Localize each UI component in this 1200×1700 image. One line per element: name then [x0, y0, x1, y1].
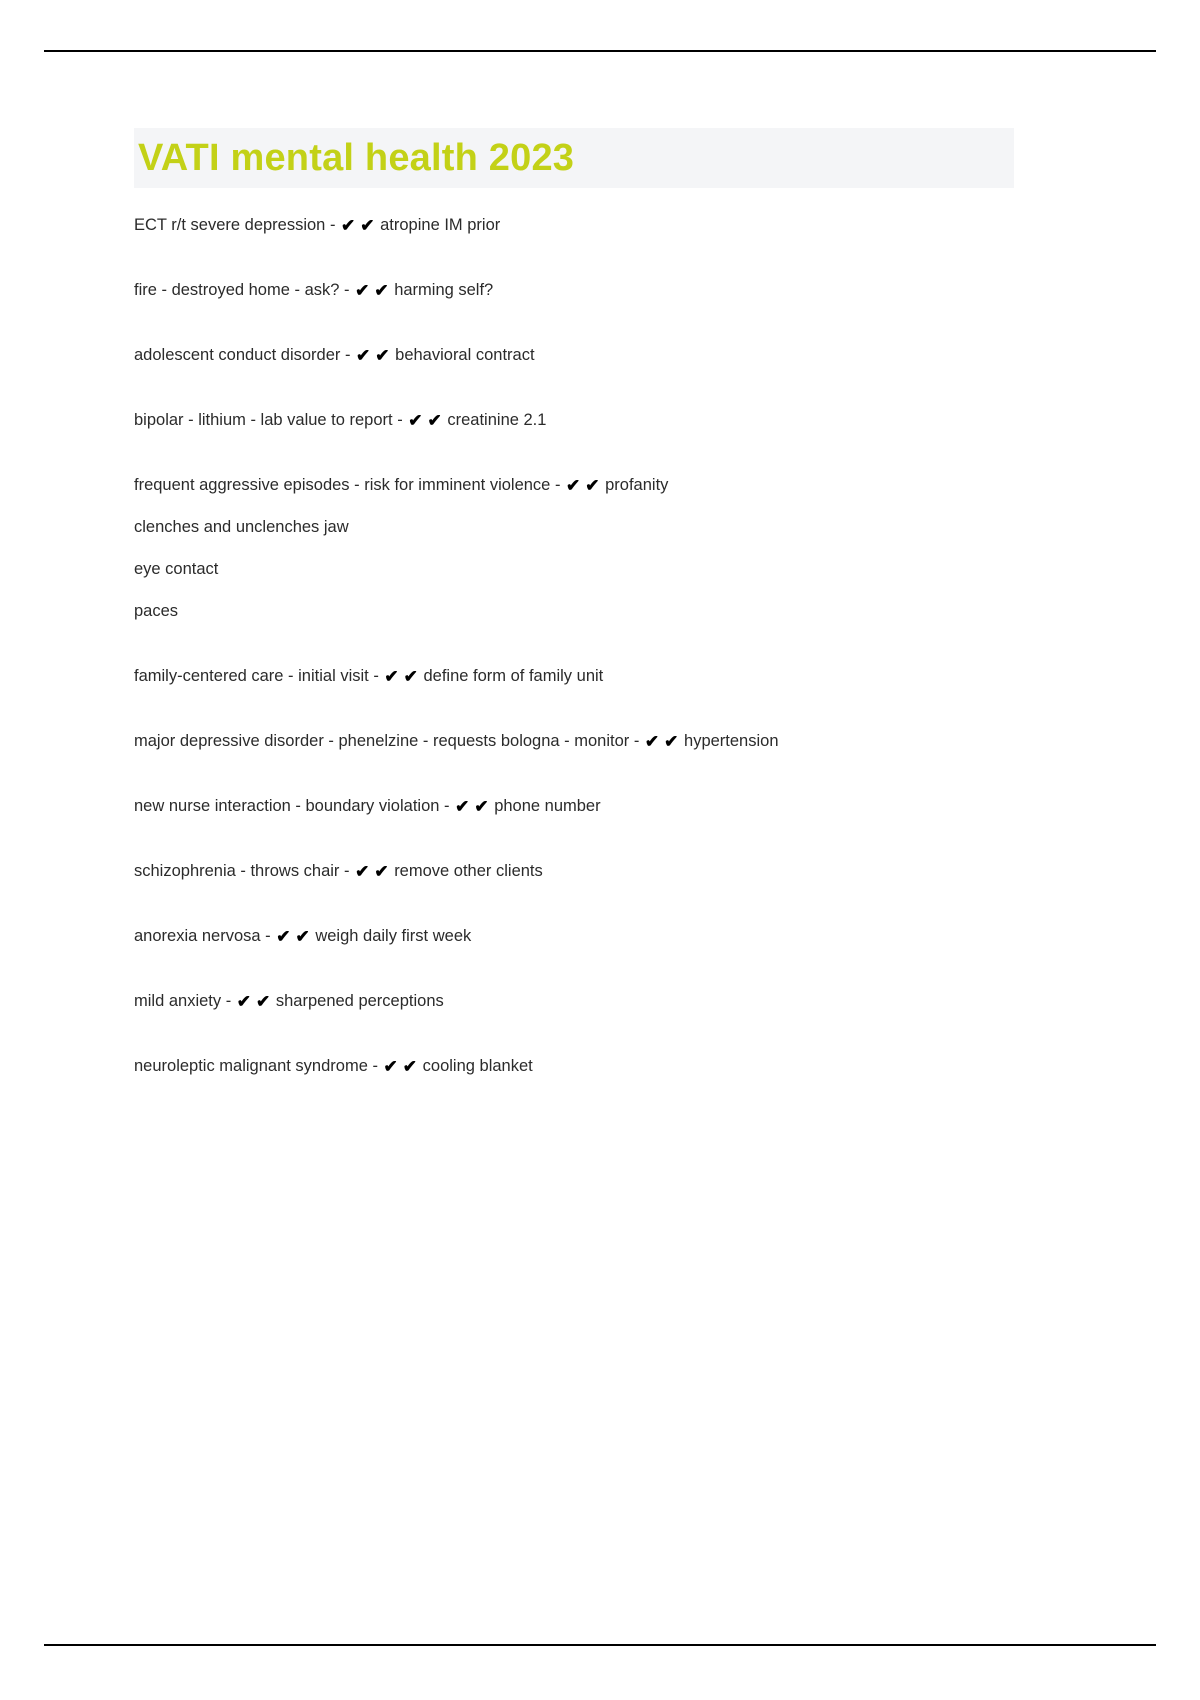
entry-question: neuroleptic malignant syndrome -: [134, 1057, 383, 1075]
entry-question: bipolar - lithium - lab value to report -: [134, 411, 408, 429]
check-icon: ✔: [375, 346, 390, 365]
list-item: [134, 925, 1064, 947]
document-content: [134, 128, 1064, 1077]
entry-answer: harming self?: [394, 281, 494, 299]
check-icon: ✔: [356, 346, 371, 365]
list-item: [134, 409, 1064, 431]
check-icon: ✔: [402, 1057, 418, 1076]
entry-extra-line: eye contact: [134, 560, 219, 578]
check-icon: ✔: [384, 667, 399, 686]
entry-answer: hypertension: [684, 732, 779, 750]
entry-question: schizophrenia - throws chair -: [134, 862, 355, 880]
entry-question: major depressive disorder - phenelzine - requests bologna - monitor -: [134, 732, 644, 750]
check-icon: ✔: [295, 927, 310, 946]
entry-question: family-centered care - initial visit -: [134, 667, 384, 685]
entry-answer: define form of family unit: [423, 667, 604, 685]
entry-answer: profanity: [605, 476, 669, 494]
check-icon: ✔: [585, 476, 600, 495]
check-icon: ✔: [374, 281, 389, 300]
check-icon: ✔: [355, 862, 370, 881]
entry-extra-line: clenches and unclenches jaw: [134, 518, 349, 536]
entry-answer: atropine IM prior: [380, 216, 501, 234]
entry-answer: remove other clients: [394, 862, 543, 880]
check-icon: ✔: [664, 732, 679, 751]
check-icon: ✔: [403, 667, 418, 686]
entry-answer: behavioral contract: [395, 346, 535, 364]
check-icon: ✔: [256, 992, 271, 1011]
entry-extra-line: paces: [134, 602, 179, 620]
header-divider: [44, 50, 1156, 52]
check-icon: ✔: [341, 216, 356, 235]
check-icon: ✔: [276, 927, 291, 946]
entry-question: ECT r/t severe depression -: [134, 216, 341, 234]
check-icon: ✔: [374, 862, 389, 881]
entry-question: frequent aggressive episodes - risk for imminent violence -: [134, 476, 566, 494]
entry-question: adolescent conduct disorder -: [134, 346, 356, 364]
list-item: [134, 474, 1064, 622]
entry-question: fire - destroyed home - ask? -: [134, 281, 355, 299]
check-icon: ✔: [355, 281, 370, 300]
list-item: [134, 730, 1064, 752]
list-item: [134, 795, 1064, 817]
check-icon: ✔: [474, 797, 489, 816]
list-item: [134, 990, 1064, 1012]
entry-answer: weigh daily first week: [315, 927, 472, 945]
check-icon: ✔: [566, 476, 581, 495]
list-item: [134, 860, 1064, 882]
check-icon: ✔: [360, 216, 375, 235]
list-item: [134, 1055, 1064, 1077]
entry-question: anorexia nervosa -: [134, 927, 276, 945]
page-title: VATI mental health 2023: [134, 128, 1014, 188]
entry-answer: sharpened perceptions: [275, 992, 444, 1010]
list-item: [134, 665, 1064, 687]
entry-question: mild anxiety -: [134, 992, 236, 1010]
list-item: [134, 344, 1064, 366]
check-icon: ✔: [644, 732, 660, 751]
check-icon: ✔: [236, 992, 252, 1011]
entry-answer: cooling blanket: [422, 1057, 533, 1075]
check-icon: ✔: [427, 411, 442, 430]
entry-answer: phone number: [494, 797, 601, 815]
list-item: [134, 214, 1064, 236]
entry-question: new nurse interaction - boundary violation -: [134, 797, 455, 815]
check-icon: ✔: [383, 1057, 398, 1076]
footer-divider: [44, 1644, 1156, 1646]
entry-answer: creatinine 2.1: [447, 411, 547, 429]
check-icon: ✔: [408, 411, 423, 430]
check-icon: ✔: [455, 797, 470, 816]
list-item: [134, 279, 1064, 301]
